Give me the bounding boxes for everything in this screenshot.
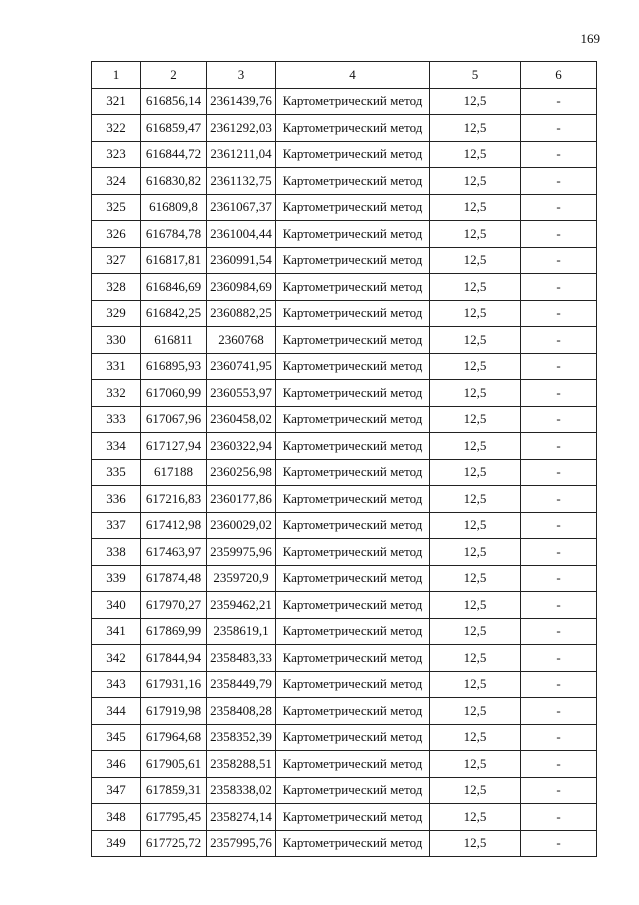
x-coordinate-cell: 617412,98 bbox=[141, 512, 207, 539]
column-header-6: 6 bbox=[521, 62, 597, 89]
y-coordinate-cell: 2358288,51 bbox=[207, 751, 276, 778]
y-coordinate-cell: 2360991,54 bbox=[207, 247, 276, 274]
y-coordinate-cell: 2359975,96 bbox=[207, 539, 276, 566]
y-coordinate-cell: 2358338,02 bbox=[207, 777, 276, 804]
table-row bbox=[92, 565, 597, 592]
table-row bbox=[92, 751, 597, 778]
x-coordinate-cell: 617060,99 bbox=[141, 380, 207, 407]
y-coordinate-cell: 2361292,03 bbox=[207, 115, 276, 142]
x-coordinate-cell: 616895,93 bbox=[141, 353, 207, 380]
note-cell: - bbox=[521, 539, 597, 566]
method-cell: Картометрический метод bbox=[276, 539, 430, 566]
x-coordinate-cell: 617127,94 bbox=[141, 433, 207, 460]
point-number-cell: 345 bbox=[92, 724, 141, 751]
note-cell: - bbox=[521, 274, 597, 301]
point-number-cell: 336 bbox=[92, 486, 141, 513]
note-cell: - bbox=[521, 565, 597, 592]
accuracy-cell: 12,5 bbox=[430, 300, 521, 327]
method-cell: Картометрический метод bbox=[276, 565, 430, 592]
y-coordinate-cell: 2360256,98 bbox=[207, 459, 276, 486]
method-cell: Картометрический метод bbox=[276, 751, 430, 778]
note-cell: - bbox=[521, 830, 597, 857]
page-number: 169 bbox=[580, 31, 600, 46]
table-row bbox=[92, 194, 597, 221]
note-cell: - bbox=[521, 592, 597, 619]
method-cell: Картометрический метод bbox=[276, 380, 430, 407]
y-coordinate-cell: 2357995,76 bbox=[207, 830, 276, 857]
y-coordinate-cell: 2360177,86 bbox=[207, 486, 276, 513]
x-coordinate-cell: 617795,45 bbox=[141, 804, 207, 831]
y-coordinate-cell: 2358449,79 bbox=[207, 671, 276, 698]
y-coordinate-cell: 2361132,75 bbox=[207, 168, 276, 195]
table-row bbox=[92, 486, 597, 513]
table-row bbox=[92, 698, 597, 725]
note-cell: - bbox=[521, 486, 597, 513]
x-coordinate-cell: 616846,69 bbox=[141, 274, 207, 301]
accuracy-cell: 12,5 bbox=[430, 115, 521, 142]
point-number-cell: 337 bbox=[92, 512, 141, 539]
y-coordinate-cell: 2360322,94 bbox=[207, 433, 276, 460]
note-cell: - bbox=[521, 777, 597, 804]
accuracy-cell: 12,5 bbox=[430, 486, 521, 513]
column-header-2: 2 bbox=[141, 62, 207, 89]
x-coordinate-cell: 617964,68 bbox=[141, 724, 207, 751]
method-cell: Картометрический метод bbox=[276, 353, 430, 380]
point-number-cell: 349 bbox=[92, 830, 141, 857]
method-cell: Картометрический метод bbox=[276, 115, 430, 142]
accuracy-cell: 12,5 bbox=[430, 645, 521, 672]
x-coordinate-cell: 616844,72 bbox=[141, 141, 207, 168]
x-coordinate-cell: 616830,82 bbox=[141, 168, 207, 195]
note-cell: - bbox=[521, 724, 597, 751]
accuracy-cell: 12,5 bbox=[430, 512, 521, 539]
point-number-cell: 329 bbox=[92, 300, 141, 327]
table-row bbox=[92, 645, 597, 672]
method-cell: Картометрический метод bbox=[276, 645, 430, 672]
table-row bbox=[92, 380, 597, 407]
note-cell: - bbox=[521, 618, 597, 645]
point-number-cell: 346 bbox=[92, 751, 141, 778]
table-row bbox=[92, 300, 597, 327]
y-coordinate-cell: 2361004,44 bbox=[207, 221, 276, 248]
accuracy-cell: 12,5 bbox=[430, 804, 521, 831]
note-cell: - bbox=[521, 751, 597, 778]
accuracy-cell: 12,5 bbox=[430, 194, 521, 221]
point-number-cell: 327 bbox=[92, 247, 141, 274]
method-cell: Картометрический метод bbox=[276, 88, 430, 115]
accuracy-cell: 12,5 bbox=[430, 247, 521, 274]
point-number-cell: 347 bbox=[92, 777, 141, 804]
x-coordinate-cell: 616817,81 bbox=[141, 247, 207, 274]
accuracy-cell: 12,5 bbox=[430, 88, 521, 115]
x-coordinate-cell: 617874,48 bbox=[141, 565, 207, 592]
point-number-cell: 326 bbox=[92, 221, 141, 248]
point-number-cell: 331 bbox=[92, 353, 141, 380]
method-cell: Картометрический метод bbox=[276, 830, 430, 857]
x-coordinate-cell: 617067,96 bbox=[141, 406, 207, 433]
x-coordinate-cell: 617970,27 bbox=[141, 592, 207, 619]
point-number-cell: 339 bbox=[92, 565, 141, 592]
method-cell: Картометрический метод bbox=[276, 512, 430, 539]
method-cell: Картометрический метод bbox=[276, 406, 430, 433]
note-cell: - bbox=[521, 88, 597, 115]
method-cell: Картометрический метод bbox=[276, 592, 430, 619]
x-coordinate-cell: 617725,72 bbox=[141, 830, 207, 857]
method-cell: Картометрический метод bbox=[276, 486, 430, 513]
table-row bbox=[92, 168, 597, 195]
note-cell: - bbox=[521, 406, 597, 433]
x-coordinate-cell: 616784,78 bbox=[141, 221, 207, 248]
point-number-cell: 341 bbox=[92, 618, 141, 645]
table-row bbox=[92, 247, 597, 274]
y-coordinate-cell: 2360029,02 bbox=[207, 512, 276, 539]
table-row bbox=[92, 406, 597, 433]
accuracy-cell: 12,5 bbox=[430, 353, 521, 380]
column-header-4: 4 bbox=[276, 62, 430, 89]
accuracy-cell: 12,5 bbox=[430, 671, 521, 698]
x-coordinate-cell: 617931,16 bbox=[141, 671, 207, 698]
accuracy-cell: 12,5 bbox=[430, 406, 521, 433]
note-cell: - bbox=[521, 698, 597, 725]
table-row bbox=[92, 830, 597, 857]
method-cell: Картометрический метод bbox=[276, 618, 430, 645]
accuracy-cell: 12,5 bbox=[430, 724, 521, 751]
y-coordinate-cell: 2361439,76 bbox=[207, 88, 276, 115]
method-cell: Картометрический метод bbox=[276, 671, 430, 698]
point-number-cell: 322 bbox=[92, 115, 141, 142]
accuracy-cell: 12,5 bbox=[430, 539, 521, 566]
note-cell: - bbox=[521, 168, 597, 195]
y-coordinate-cell: 2358352,39 bbox=[207, 724, 276, 751]
point-number-cell: 332 bbox=[92, 380, 141, 407]
column-header-3: 3 bbox=[207, 62, 276, 89]
accuracy-cell: 12,5 bbox=[430, 565, 521, 592]
method-cell: Картометрический метод bbox=[276, 777, 430, 804]
accuracy-cell: 12,5 bbox=[430, 618, 521, 645]
x-coordinate-cell: 616842,25 bbox=[141, 300, 207, 327]
header-row bbox=[92, 62, 597, 89]
table-row bbox=[92, 724, 597, 751]
point-number-cell: 338 bbox=[92, 539, 141, 566]
point-number-cell: 335 bbox=[92, 459, 141, 486]
note-cell: - bbox=[521, 141, 597, 168]
method-cell: Картометрический метод bbox=[276, 168, 430, 195]
method-cell: Картометрический метод bbox=[276, 274, 430, 301]
table-row bbox=[92, 777, 597, 804]
point-number-cell: 321 bbox=[92, 88, 141, 115]
note-cell: - bbox=[521, 645, 597, 672]
y-coordinate-cell: 2360768 bbox=[207, 327, 276, 354]
point-number-cell: 334 bbox=[92, 433, 141, 460]
accuracy-cell: 12,5 bbox=[430, 830, 521, 857]
table-row bbox=[92, 459, 597, 486]
method-cell: Картометрический метод bbox=[276, 327, 430, 354]
x-coordinate-cell: 617859,31 bbox=[141, 777, 207, 804]
point-number-cell: 324 bbox=[92, 168, 141, 195]
table-header bbox=[92, 62, 597, 89]
y-coordinate-cell: 2358408,28 bbox=[207, 698, 276, 725]
note-cell: - bbox=[521, 380, 597, 407]
y-coordinate-cell: 2360741,95 bbox=[207, 353, 276, 380]
point-number-cell: 348 bbox=[92, 804, 141, 831]
method-cell: Картометрический метод bbox=[276, 247, 430, 274]
accuracy-cell: 12,5 bbox=[430, 327, 521, 354]
note-cell: - bbox=[521, 327, 597, 354]
note-cell: - bbox=[521, 221, 597, 248]
table-row bbox=[92, 592, 597, 619]
point-number-cell: 330 bbox=[92, 327, 141, 354]
table-row bbox=[92, 141, 597, 168]
accuracy-cell: 12,5 bbox=[430, 274, 521, 301]
x-coordinate-cell: 617919,98 bbox=[141, 698, 207, 725]
accuracy-cell: 12,5 bbox=[430, 751, 521, 778]
table-row bbox=[92, 671, 597, 698]
table-row bbox=[92, 804, 597, 831]
method-cell: Картометрический метод bbox=[276, 698, 430, 725]
method-cell: Картометрический метод bbox=[276, 804, 430, 831]
y-coordinate-cell: 2360458,02 bbox=[207, 406, 276, 433]
method-cell: Картометрический метод bbox=[276, 433, 430, 460]
accuracy-cell: 12,5 bbox=[430, 168, 521, 195]
accuracy-cell: 12,5 bbox=[430, 698, 521, 725]
x-coordinate-cell: 616809,8 bbox=[141, 194, 207, 221]
table-row bbox=[92, 512, 597, 539]
point-number-cell: 328 bbox=[92, 274, 141, 301]
y-coordinate-cell: 2358483,33 bbox=[207, 645, 276, 672]
note-cell: - bbox=[521, 115, 597, 142]
y-coordinate-cell: 2360553,97 bbox=[207, 380, 276, 407]
x-coordinate-cell: 617844,94 bbox=[141, 645, 207, 672]
x-coordinate-cell: 617188 bbox=[141, 459, 207, 486]
note-cell: - bbox=[521, 512, 597, 539]
method-cell: Картометрический метод bbox=[276, 221, 430, 248]
note-cell: - bbox=[521, 353, 597, 380]
y-coordinate-cell: 2358619,1 bbox=[207, 618, 276, 645]
column-header-5: 5 bbox=[430, 62, 521, 89]
x-coordinate-cell: 617905,61 bbox=[141, 751, 207, 778]
table-row bbox=[92, 433, 597, 460]
x-coordinate-cell: 616859,47 bbox=[141, 115, 207, 142]
accuracy-cell: 12,5 bbox=[430, 592, 521, 619]
accuracy-cell: 12,5 bbox=[430, 380, 521, 407]
method-cell: Картометрический метод bbox=[276, 300, 430, 327]
point-number-cell: 343 bbox=[92, 671, 141, 698]
y-coordinate-cell: 2359720,9 bbox=[207, 565, 276, 592]
accuracy-cell: 12,5 bbox=[430, 141, 521, 168]
accuracy-cell: 12,5 bbox=[430, 459, 521, 486]
table-row bbox=[92, 327, 597, 354]
y-coordinate-cell: 2358274,14 bbox=[207, 804, 276, 831]
method-cell: Картометрический метод bbox=[276, 194, 430, 221]
y-coordinate-cell: 2361211,04 bbox=[207, 141, 276, 168]
x-coordinate-cell: 616856,14 bbox=[141, 88, 207, 115]
y-coordinate-cell: 2360984,69 bbox=[207, 274, 276, 301]
method-cell: Картометрический метод bbox=[276, 459, 430, 486]
coordinates-table bbox=[91, 61, 597, 857]
note-cell: - bbox=[521, 433, 597, 460]
table-row bbox=[92, 88, 597, 115]
accuracy-cell: 12,5 bbox=[430, 777, 521, 804]
x-coordinate-cell: 616811 bbox=[141, 327, 207, 354]
table-row bbox=[92, 539, 597, 566]
note-cell: - bbox=[521, 300, 597, 327]
table-body bbox=[92, 88, 597, 857]
point-number-cell: 323 bbox=[92, 141, 141, 168]
table-row bbox=[92, 618, 597, 645]
note-cell: - bbox=[521, 194, 597, 221]
note-cell: - bbox=[521, 247, 597, 274]
point-number-cell: 340 bbox=[92, 592, 141, 619]
table-row bbox=[92, 221, 597, 248]
column-header-1: 1 bbox=[92, 62, 141, 89]
y-coordinate-cell: 2359462,21 bbox=[207, 592, 276, 619]
method-cell: Картометрический метод bbox=[276, 141, 430, 168]
y-coordinate-cell: 2361067,37 bbox=[207, 194, 276, 221]
table-row bbox=[92, 115, 597, 142]
table-row bbox=[92, 353, 597, 380]
note-cell: - bbox=[521, 459, 597, 486]
point-number-cell: 344 bbox=[92, 698, 141, 725]
method-cell: Картометрический метод bbox=[276, 724, 430, 751]
note-cell: - bbox=[521, 804, 597, 831]
point-number-cell: 342 bbox=[92, 645, 141, 672]
point-number-cell: 325 bbox=[92, 194, 141, 221]
table-row bbox=[92, 274, 597, 301]
accuracy-cell: 12,5 bbox=[430, 433, 521, 460]
note-cell: - bbox=[521, 671, 597, 698]
x-coordinate-cell: 617463,97 bbox=[141, 539, 207, 566]
accuracy-cell: 12,5 bbox=[430, 221, 521, 248]
x-coordinate-cell: 617216,83 bbox=[141, 486, 207, 513]
x-coordinate-cell: 617869,99 bbox=[141, 618, 207, 645]
y-coordinate-cell: 2360882,25 bbox=[207, 300, 276, 327]
point-number-cell: 333 bbox=[92, 406, 141, 433]
